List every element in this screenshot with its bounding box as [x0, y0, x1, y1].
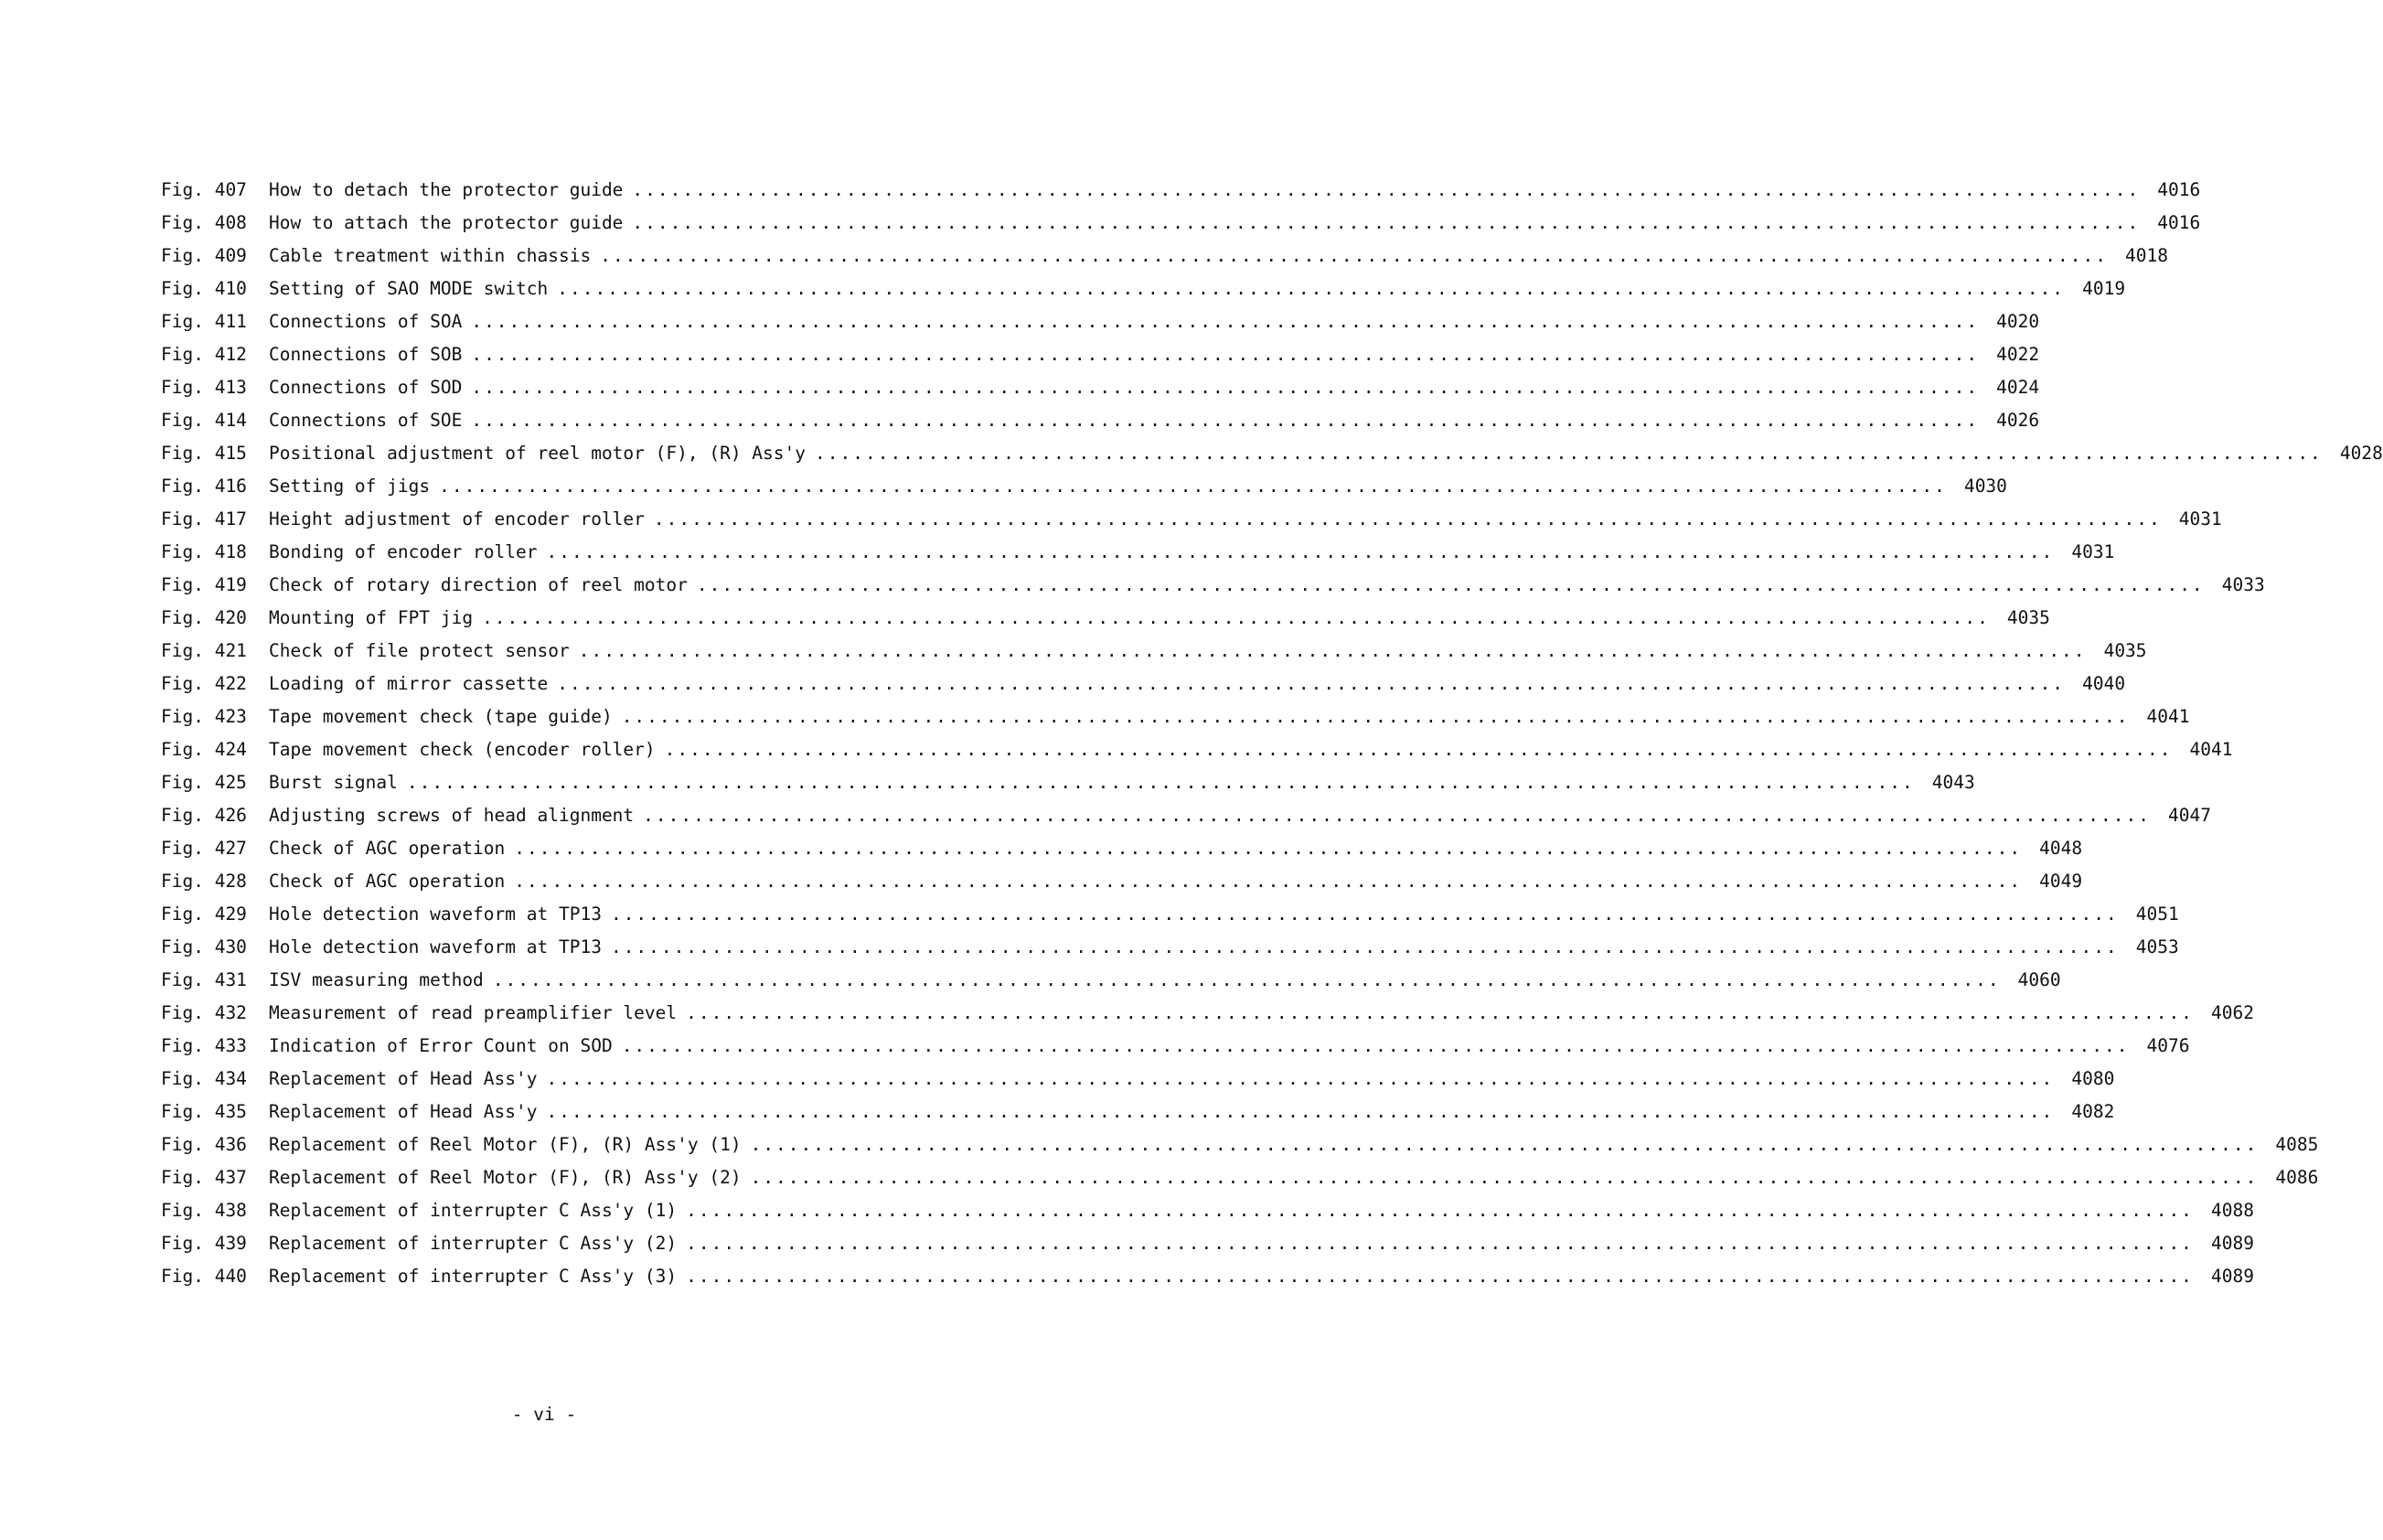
page-number: 4041 [2189, 739, 2233, 760]
figure-number: Fig. 437 [161, 1167, 247, 1188]
dot-leader [686, 1227, 2194, 1260]
figure-title: Indication of Error Count on SOD [269, 1035, 613, 1056]
dot-leader [686, 1194, 2194, 1227]
figure-title: Check of rotary direction of reel motor [269, 574, 688, 595]
page-number: 4035 [2006, 607, 2050, 628]
figure-title: ISV measuring method [269, 969, 484, 990]
figure-number: Fig. 412 [161, 344, 247, 365]
list-item [161, 1063, 2115, 1096]
list-item [161, 569, 2265, 602]
page-number: 4028 [2339, 443, 2383, 464]
dot-leader [471, 371, 1979, 404]
figure-title: Tape movement check (encoder roller) [269, 739, 656, 760]
page-number: 4047 [2168, 805, 2211, 826]
figure-title: Replacement of interrupter C Ass'y (1) [269, 1200, 678, 1221]
list-item [161, 964, 2061, 997]
list-item [161, 898, 2179, 931]
figure-title: Hole detection waveform at TP13 [269, 904, 602, 925]
dot-leader [471, 404, 1979, 437]
list-item [161, 1161, 2319, 1194]
figure-number: Fig. 434 [161, 1068, 247, 1089]
figure-title: Replacement of Reel Motor (F), (R) Ass'y (2) [269, 1167, 742, 1188]
list-item [161, 470, 2007, 503]
figure-number: Fig. 419 [161, 574, 247, 595]
dot-leader [622, 1030, 2130, 1063]
dot-leader [439, 470, 1947, 503]
page-number: 4040 [2082, 673, 2126, 694]
list-item [161, 1194, 2254, 1227]
list-item [161, 404, 2040, 437]
list-item [161, 766, 1975, 799]
figure-number: Fig. 423 [161, 706, 247, 727]
list-item [161, 635, 2147, 668]
figure-title: Replacement of Head Ass'y [269, 1068, 538, 1089]
list-item [161, 865, 2083, 898]
dot-leader [751, 1128, 2259, 1161]
figure-title: Setting of jigs [269, 476, 431, 497]
figure-title: Cable treatment within chassis [269, 245, 592, 266]
page-number: 4041 [2146, 706, 2190, 727]
dot-leader [482, 602, 1990, 635]
list-item [161, 305, 2040, 338]
list-item [161, 273, 2126, 305]
dot-leader [471, 305, 1979, 338]
figure-number: Fig. 424 [161, 739, 247, 760]
list-item [161, 733, 2233, 766]
figure-number: Fig. 420 [161, 607, 247, 628]
figure-number: Fig. 416 [161, 476, 247, 497]
figure-number: Fig. 410 [161, 278, 247, 299]
figure-number: Fig. 421 [161, 640, 247, 661]
dot-leader [632, 207, 2140, 240]
figure-number: Fig. 428 [161, 871, 247, 892]
list-item [161, 174, 2201, 207]
list-item [161, 931, 2179, 964]
dot-leader [751, 1161, 2259, 1194]
page-number: 4031 [2071, 541, 2115, 562]
figure-title: Bonding of encoder roller [269, 541, 538, 562]
page-number: 4043 [1931, 772, 1975, 793]
figure-title: Check of file protect sensor [269, 640, 570, 661]
page-number: 4016 [2157, 179, 2201, 200]
page-number: 4076 [2146, 1035, 2190, 1056]
page-number: 4020 [1996, 311, 2040, 332]
figure-number: Fig. 435 [161, 1101, 247, 1122]
figure-title: Check of AGC operation [269, 838, 506, 859]
list-item [161, 1128, 2319, 1161]
figure-number: Fig. 425 [161, 772, 247, 793]
dot-leader [611, 898, 2119, 931]
dot-leader [579, 635, 2087, 668]
figure-title: Replacement of Reel Motor (F), (R) Ass'y (1) [269, 1134, 742, 1155]
page-number: 4085 [2275, 1134, 2319, 1155]
page-number: 4051 [2135, 904, 2179, 925]
dot-leader [600, 240, 2108, 273]
dot-leader [643, 799, 2151, 832]
page-number: 4030 [1963, 476, 2007, 497]
page-number: 4024 [1996, 377, 2040, 398]
page-number: 4080 [2071, 1068, 2115, 1089]
dot-leader [697, 569, 2205, 602]
figure-title: How to attach the protector guide [269, 212, 624, 233]
list-item [161, 1227, 2254, 1260]
dot-leader [407, 766, 1915, 799]
figure-number: Fig. 431 [161, 969, 247, 990]
figure-title: Connections of SOB [269, 344, 463, 365]
list-item [161, 1030, 2190, 1063]
figure-title: Replacement of interrupter C Ass'y (2) [269, 1233, 678, 1254]
figure-number: Fig. 417 [161, 508, 247, 529]
figure-title: Hole detection waveform at TP13 [269, 936, 602, 957]
figure-title: Mounting of FPT jig [269, 607, 474, 628]
page-number: 4031 [2178, 508, 2222, 529]
dot-leader [471, 338, 1979, 371]
figure-list [161, 174, 2383, 1293]
figure-number: Fig. 440 [161, 1266, 247, 1287]
page-number: 4062 [2210, 1002, 2254, 1023]
figure-number: Fig. 438 [161, 1200, 247, 1221]
dot-leader [815, 437, 2323, 470]
page-number: 4018 [2125, 245, 2169, 266]
list-item [161, 832, 2083, 865]
page-number: 4089 [2210, 1266, 2254, 1287]
figure-number: Fig. 436 [161, 1134, 247, 1155]
page-number: 4089 [2210, 1233, 2254, 1254]
dot-leader [547, 536, 2055, 569]
figure-number: Fig. 426 [161, 805, 247, 826]
figure-title: Connections of SOE [269, 410, 463, 431]
dot-leader [622, 700, 2130, 733]
dot-leader [547, 1063, 2055, 1096]
list-item [161, 536, 2115, 569]
list-item [161, 1260, 2254, 1293]
page-number: 4035 [2103, 640, 2147, 661]
figure-title: How to detach the protector guide [269, 179, 624, 200]
figure-number: Fig. 407 [161, 179, 247, 200]
dot-leader [611, 931, 2119, 964]
dot-leader [547, 1096, 2055, 1128]
page-number: 4082 [2071, 1101, 2115, 1122]
figure-number: Fig. 413 [161, 377, 247, 398]
page-number: 4053 [2135, 936, 2179, 957]
dot-leader [514, 832, 2022, 865]
list-item [161, 207, 2201, 240]
dot-leader [686, 1260, 2194, 1293]
list-item [161, 437, 2383, 470]
page-number: 4022 [1996, 344, 2040, 365]
page-number: 4019 [2082, 278, 2126, 299]
page-number: 4048 [2039, 838, 2083, 859]
figure-number: Fig. 429 [161, 904, 247, 925]
page-footer-number: - vi - [511, 1404, 577, 1425]
list-item [161, 602, 2050, 635]
page-number: 4086 [2275, 1167, 2319, 1188]
figure-number: Fig. 418 [161, 541, 247, 562]
figure-title: Tape movement check (tape guide) [269, 706, 613, 727]
list-item [161, 668, 2126, 700]
page-number: 4088 [2210, 1200, 2254, 1221]
figure-number: Fig. 432 [161, 1002, 247, 1023]
figure-title: Check of AGC operation [269, 871, 506, 892]
figure-title: Burst signal [269, 772, 398, 793]
list-item [161, 700, 2190, 733]
figure-title: Setting of SAO MODE switch [269, 278, 549, 299]
list-item [161, 240, 2169, 273]
list-item [161, 799, 2211, 832]
page-number: 4033 [2221, 574, 2265, 595]
figure-title: Height adjustment of encoder roller [269, 508, 645, 529]
list-item [161, 503, 2222, 536]
figure-number: Fig. 427 [161, 838, 247, 859]
figure-title: Adjusting screws of head alignment [269, 805, 635, 826]
figure-number: Fig. 422 [161, 673, 247, 694]
dot-leader [493, 964, 2001, 997]
page-number: 4060 [2017, 969, 2061, 990]
list-item [161, 1096, 2115, 1128]
figure-number: Fig. 409 [161, 245, 247, 266]
figure-title: Replacement of interrupter C Ass'y (3) [269, 1266, 678, 1287]
page-number: 4026 [1996, 410, 2040, 431]
figure-title: Loading of mirror cassette [269, 673, 549, 694]
figure-title: Measurement of read preamplifier level [269, 1002, 678, 1023]
dot-leader [665, 733, 2173, 766]
figure-number: Fig. 415 [161, 443, 247, 464]
figure-number: Fig. 408 [161, 212, 247, 233]
figure-title: Connections of SOD [269, 377, 463, 398]
dot-leader [514, 865, 2022, 898]
figure-number: Fig. 411 [161, 311, 247, 332]
figure-title: Replacement of Head Ass'y [269, 1101, 538, 1122]
dot-leader [654, 503, 2162, 536]
page-number: 4049 [2039, 871, 2083, 892]
list-item [161, 371, 2040, 404]
page-number: 4016 [2157, 212, 2201, 233]
figure-number: Fig. 433 [161, 1035, 247, 1056]
figure-title: Positional adjustment of reel motor (F), (R) Ass'y [269, 443, 806, 464]
figure-title: Connections of SOA [269, 311, 463, 332]
list-item [161, 338, 2040, 371]
figure-number: Fig. 439 [161, 1233, 247, 1254]
figure-number: Fig. 430 [161, 936, 247, 957]
dot-leader [557, 273, 2065, 305]
dot-leader [632, 174, 2140, 207]
figure-number: Fig. 414 [161, 410, 247, 431]
dot-leader [686, 997, 2194, 1030]
dot-leader [557, 668, 2065, 700]
list-item [161, 997, 2254, 1030]
